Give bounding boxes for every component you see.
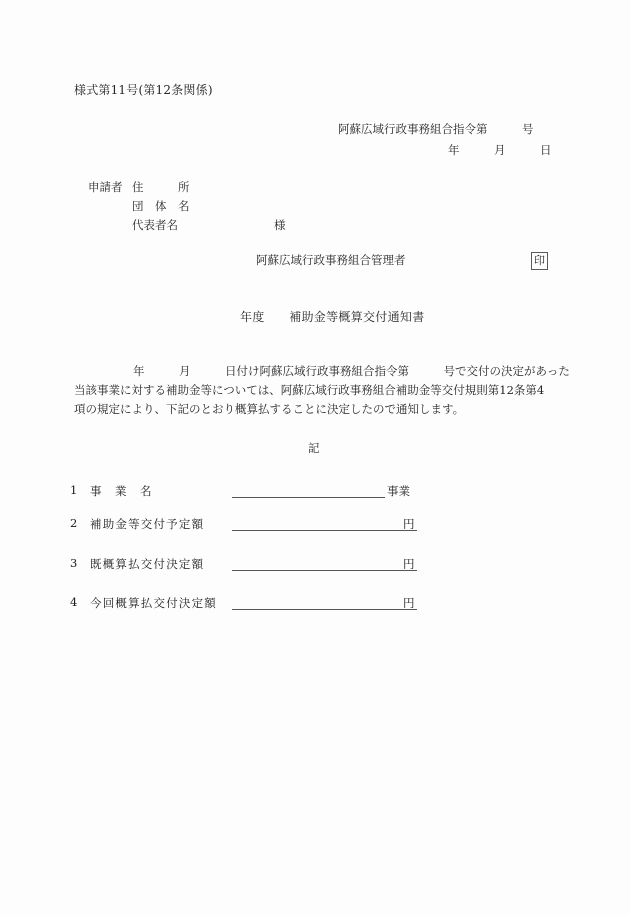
item-value-rule[interactable] (232, 530, 417, 531)
item-label: 既概算払交付決定額 (90, 557, 205, 571)
page-title: 年度 補助金等概算交付通知書 (240, 310, 425, 324)
item-value-rule[interactable] (232, 609, 417, 610)
item-number: 3 (70, 556, 78, 570)
body-paragraph-line-2: 当該事業に対する補助金等については、阿蘇広域行政事務組合補助金等交付規則第12条第4 (74, 383, 545, 397)
item-number: 1 (70, 483, 78, 497)
list-item (70, 483, 410, 499)
seal-icon: 印 (531, 252, 548, 270)
item-label: 今回概算払交付決定額 (90, 596, 217, 610)
item-value-rule[interactable] (232, 497, 385, 498)
item-number: 4 (70, 595, 78, 609)
item-label: 補助金等交付予定額 (90, 517, 205, 531)
applicant-honorific: 様 (274, 218, 286, 232)
form-number: 様式第11号(第12条関係) (74, 83, 213, 97)
list-item (70, 556, 415, 572)
applicant-representative-label: 代表者名 (132, 218, 178, 232)
body-paragraph-line-1: 年 月 日付け阿蘇広域行政事務組合指令第 号で交付の決定があった (133, 364, 570, 378)
item-unit: 円 (403, 517, 415, 531)
item-label: 事業名 (90, 484, 165, 498)
ki-marker: 記 (308, 441, 320, 455)
item-value-rule[interactable] (232, 570, 417, 571)
issuer-name: 阿蘇広域行政事務組合管理者 (256, 253, 406, 267)
item-unit: 円 (403, 557, 415, 571)
order-date: 年 月 日 (448, 143, 552, 157)
applicant-address-label: 住 所 (132, 180, 190, 194)
item-unit: 事業 (387, 484, 410, 498)
list-item (70, 595, 415, 611)
applicant-label: 申請者 (88, 180, 123, 194)
item-number: 2 (70, 516, 78, 530)
item-unit: 円 (403, 596, 415, 610)
order-number: 阿蘇広域行政事務組合指令第 号 (338, 122, 534, 136)
body-paragraph-line-3: 項の規定により、下記のとおり概算払することに決定したので通知します。 (74, 402, 465, 416)
list-item (70, 516, 415, 532)
applicant-organization-label: 団 体 名 (132, 199, 190, 213)
